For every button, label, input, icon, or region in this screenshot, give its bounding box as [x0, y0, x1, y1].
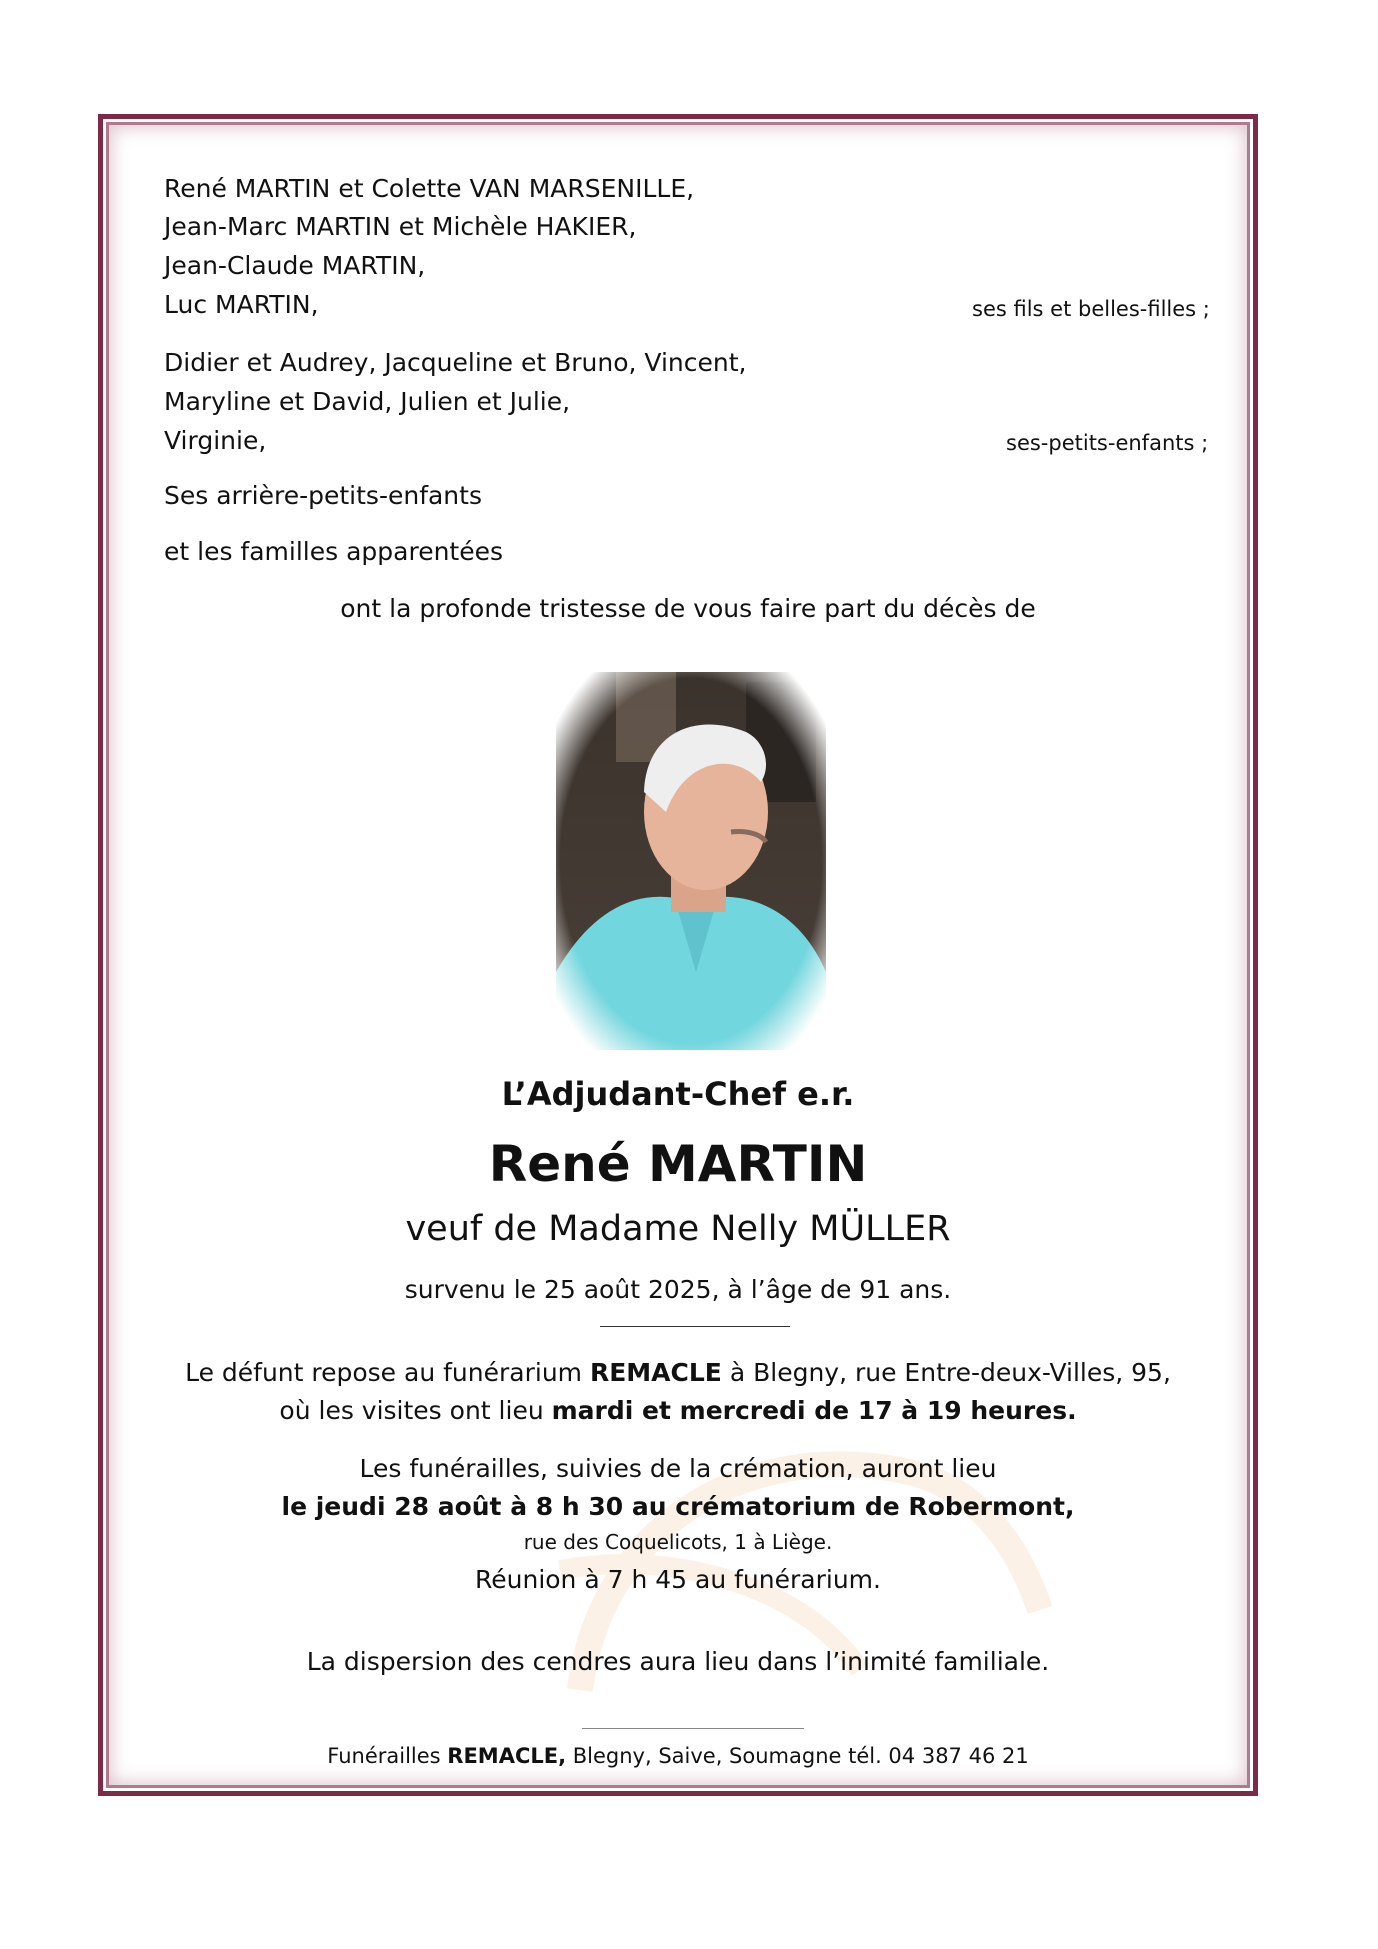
dispersion: La dispersion des cendres aura lieu dans l’inimité familiale. [306, 1647, 1050, 1676]
portrait-photo [556, 672, 826, 1050]
family-son-3: Jean-Claude MARTIN, [164, 251, 426, 280]
family-grandchildren-1: Didier et Audrey, Jacqueline et Bruno, Vincent, [164, 348, 747, 377]
announcement: ont la profonde tristesse de vous faire part du décès de [340, 594, 1036, 623]
great-grandchildren: Ses arrière-petits-enfants [164, 481, 482, 510]
footer: Funérailles REMACLE, Blegny, Saive, Soumagne tél. 04 387 46 21 [327, 1744, 1029, 1768]
footer-divider [582, 1728, 804, 1729]
funeral-line-1: Les funérailles, suivies de la crémation, auront lieu [359, 1454, 997, 1483]
deceased-widower: veuf de Madame Nelly MÜLLER [405, 1209, 951, 1249]
viewing-line-1: Le défunt repose au funérarium REMACLE à Blegny, rue Entre-deux-Villes, 95, [185, 1358, 1171, 1387]
deceased-rank: L’Adjudant-Chef e.r. [501, 1075, 855, 1113]
relatives: et les familles apparentées [164, 537, 504, 566]
deceased-name: René MARTIN [488, 1135, 868, 1193]
family-son-1: René MARTIN et Colette VAN MARSENILLE, [164, 174, 695, 203]
family-grandchildren-2: Maryline et David, Julien et Julie, [164, 387, 571, 416]
funeral-line-4: Réunion à 7 h 45 au funérarium. [475, 1565, 881, 1594]
grandchildren-role: ses-petits-enfants ; [1006, 431, 1209, 455]
funeral-line-2: le jeudi 28 août à 8 h 30 au crématorium de Robermont, [281, 1492, 1075, 1521]
viewing-line-2: où les visites ont lieu mardi et mercredi de 17 à 19 heures. [279, 1396, 1077, 1425]
family-son-4: Luc MARTIN, [164, 290, 319, 319]
sons-role: ses fils et belles-filles ; [972, 297, 1210, 321]
family-son-2: Jean-Marc MARTIN et Michèle HAKIER, [164, 212, 637, 241]
family-grandchildren-3: Virginie, [164, 426, 267, 455]
divider [600, 1326, 790, 1327]
deceased-death: survenu le 25 août 2025, à l’âge de 91 ans. [404, 1275, 952, 1304]
funeral-line-3: rue des Coquelicots, 1 à Liège. [523, 1530, 833, 1554]
